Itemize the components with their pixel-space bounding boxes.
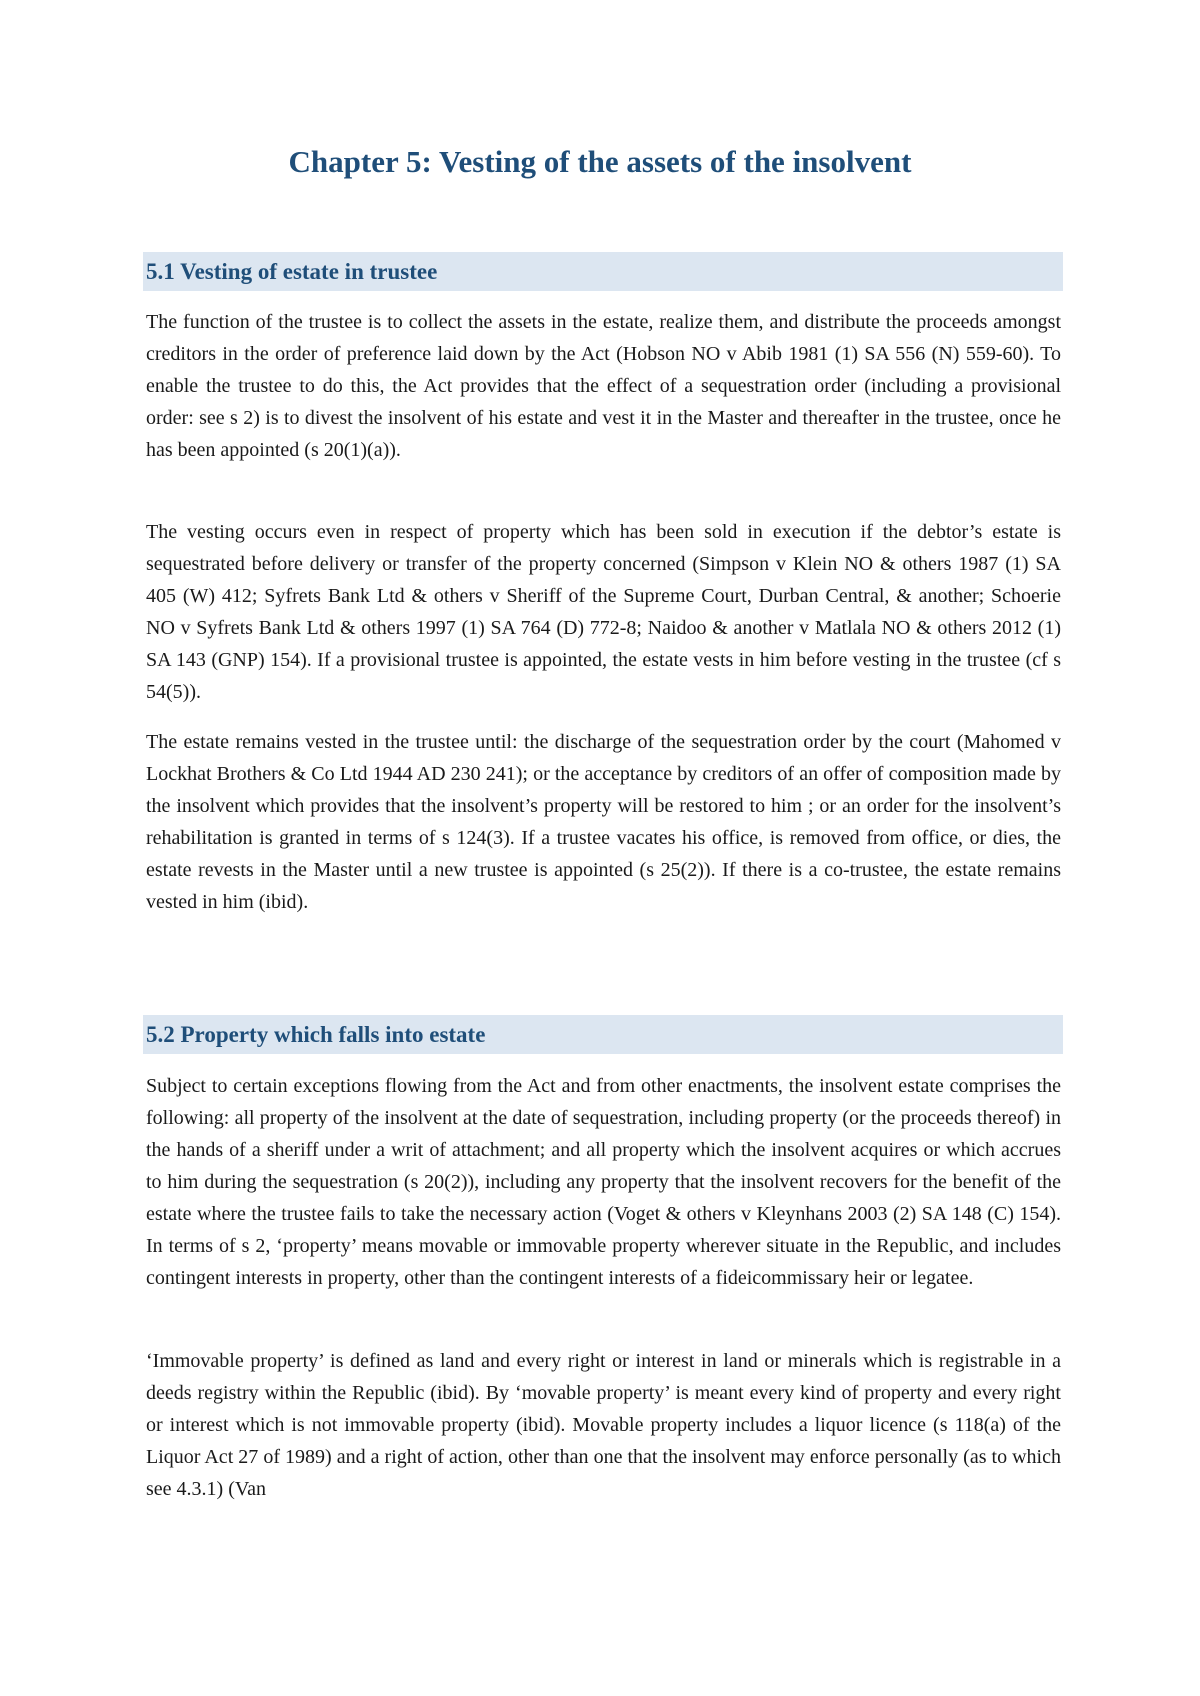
chapter-title: Chapter 5: Vesting of the assets of the insolvent: [288, 144, 912, 179]
paragraph: The estate remains vested in the trustee until: the discharge of the sequestration order by the court (Mahomed v Lockhat Brothers & Co Ltd 1944 AD 230 241); or the acceptance by creditors of an offer of composition made by the insolvent which provides that the insolvent’s property will be restored to him ; or an order for the insolvent’s rehabilitation is granted in terms of s 124(3). If a trustee vacates his office, is removed from office, or dies, the estate revests in the Master until a new trustee is appointed (s 25(2)). If there is a co-trustee, the estate remains vested in him (ibid).: [146, 731, 1061, 913]
section-heading-5-1: 5.1 Vesting of estate in trustee: [143, 252, 1063, 291]
paragraph: ‘Immovable property’ is defined as land and every right or interest in land or minerals which is registrable in a deeds registry within the Republic (ibid). By ‘movable property’ is meant every kind of property and every right or interest which is not immovable property (ibid). Movable property includes a liquor licence (s 118(a) of the Liquor Act 27 of 1989) and a right of action, other than one that the insolvent may enforce personally (as to which see 4.3.1) (Van: [146, 1350, 1061, 1500]
paragraph: The vesting occurs even in respect of property which has been sold in execution if the debtor’s estate is sequestrated before delivery or transfer of the property concerned (Simpson v Klein NO & others 1987 (1) SA 405 (W) 412; Syfrets Bank Ltd & others v Sheriff of the Supreme Court, Durban Central, & another; Schoerie NO v Syfrets Bank Ltd & others 1997 (1) SA 764 (D) 772-8; Naidoo & another v Matlala NO & others 2012 (1) SA 143 (GNP) 154). If a provisional trustee is appointed, the estate vests in him before vesting in the trustee (cf s 54(5)).: [146, 521, 1061, 703]
paragraph: Subject to certain exceptions flowing from the Act and from other enactments, the insolvent estate comprises the following: all property of the insolvent at the date of sequestration, including property (or the proceeds thereof) in the hands of a sheriff under a writ of attachment; and all property which the insolvent acquires or which accrues to him during the sequestration (s 20(2)), including any property that the insolvent recovers for the benefit of the estate where the trustee fails to take the necessary action (Voget & others v Kleynhans 2003 (2) SA 148 (C) 154). In terms of s 2, ‘property’ means movable or immovable property wherever situate in the Republic, and includes contingent interests in property, other than the contingent interests of a fideicommissary heir or legatee.: [146, 1075, 1061, 1289]
paragraph: The function of the trustee is to collect the assets in the estate, realize them, and distribute the proceeds amongst creditors in the order of preference laid down by the Act (Hobson NO v Abib 1981 (1) SA 556 (N) 559-60). To enable the trustee to do this, the Act provides that the effect of a sequestration order (including a provisional order: see s 2) is to divest the insolvent of his estate and vest it in the Master and thereafter in the trustee, once he has been appointed (s 20(1)(a)).: [146, 311, 1061, 461]
section-heading-5-2: 5.2 Property which falls into estate: [143, 1015, 1063, 1054]
